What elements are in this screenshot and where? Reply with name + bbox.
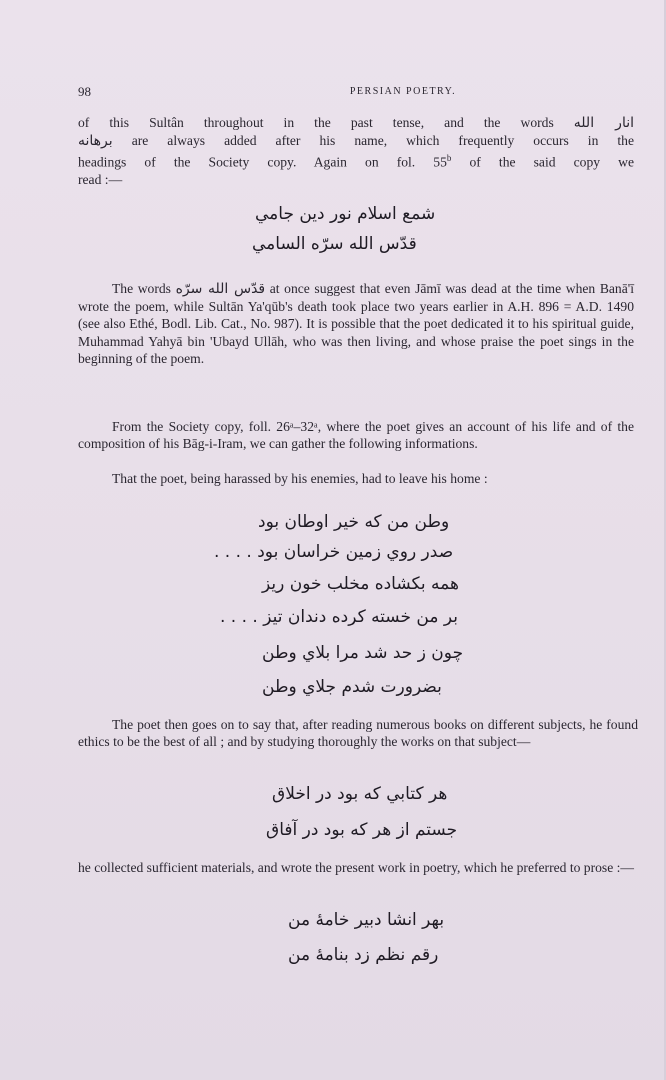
verse2-line5: چون ز حد شد مرا بلاي وطن: [262, 643, 464, 663]
folio-superscript: b: [446, 153, 452, 164]
para1-arabic-phrase-1: انار الله: [573, 115, 634, 131]
verse2-line3: همه بكشاده مخلب خون ريز: [262, 574, 459, 594]
para2-arabic-phrase: قدّس الله سرّه: [175, 281, 266, 297]
para1-line1-text: of this Sultân throughout in the past tense, and the words: [78, 115, 574, 130]
para1-line3-tail: of the said copy we: [451, 154, 634, 170]
paragraph-4: [78, 470, 634, 487]
para1-line4-text: read :—: [78, 172, 123, 188]
page-header: [78, 84, 638, 104]
running-head: PERSIAN POETRY.: [349, 86, 457, 97]
paragraph-5: [78, 716, 638, 750]
paragraph-2: [78, 280, 634, 367]
verse2-line1: وطن من كه خير اوطان بود: [258, 512, 450, 532]
para2-lead: The words: [112, 281, 176, 296]
para6-body: he collected sufficient materials, and wrote the present work in poetry, which he preferred to prose :—: [78, 860, 635, 875]
verse4-line2: رقم نظم زد بنامهٔ من: [288, 945, 439, 965]
para4-body: That the poet, being harassed by his enemies, had to leave his home :: [112, 471, 488, 486]
verse2-line4: بر من خسته كرده دندان تيز . . . .: [220, 607, 458, 627]
paragraph-3: [78, 418, 634, 452]
verse4-line1: بهر انشا دبير خامهٔ من: [288, 910, 445, 930]
verse2-line2: صدر روي زمين خراسان بود . . . .: [214, 542, 454, 562]
verse1-line1: شمع اسلام نور دين جامي: [255, 204, 436, 224]
para1-line3-text: headings of the Society copy. Again on fol. 55: [78, 154, 447, 170]
verse3-line1: هر كتابي كه بود در اخلاق: [272, 784, 448, 804]
paragraph-1: [78, 114, 634, 188]
para1-arabic-phrase-2: برهانه: [78, 133, 113, 150]
para2-body: at once suggest that even Jāmī was dead at the time when Banā'ī wrote the poem, while Sultān Ya'qūb's death took place two years earlier in A.H. 896 = A.D. 1490 (see also Ethé, Bodl. Lib. Cat., No. 987). It is possible that the poet dedicated it to his spiritual guide, Muhammad Yahyā bin 'Ubayd Ullāh, who was then living, and whose praise the poet sings in the beginning of the poem.: [78, 281, 634, 366]
verse2-line6: بضرورت شدم جلاي وطن: [262, 677, 442, 697]
page-number: 98: [78, 84, 91, 99]
para1-line2-text: are always added after his name, which frequently occurs in the: [112, 133, 634, 149]
verse1-line2: قدّس الله سرّه السامي: [252, 234, 417, 254]
paragraph-6: [78, 859, 638, 876]
para3-body: From the Society copy, foll. 26ᵃ–32ᵃ, where the poet gives an account of his life and of the composition of his Bāg-i-Iram, we can gather the following informations.: [78, 419, 634, 452]
verse3-line2: جستم از هر كه بود در آفاق: [266, 820, 458, 840]
para5-body: The poet then goes on to say that, after reading numerous books on different subjects, he found ethics to be the best of all ; and by studying thoroughly the works on that subject—: [78, 717, 638, 750]
